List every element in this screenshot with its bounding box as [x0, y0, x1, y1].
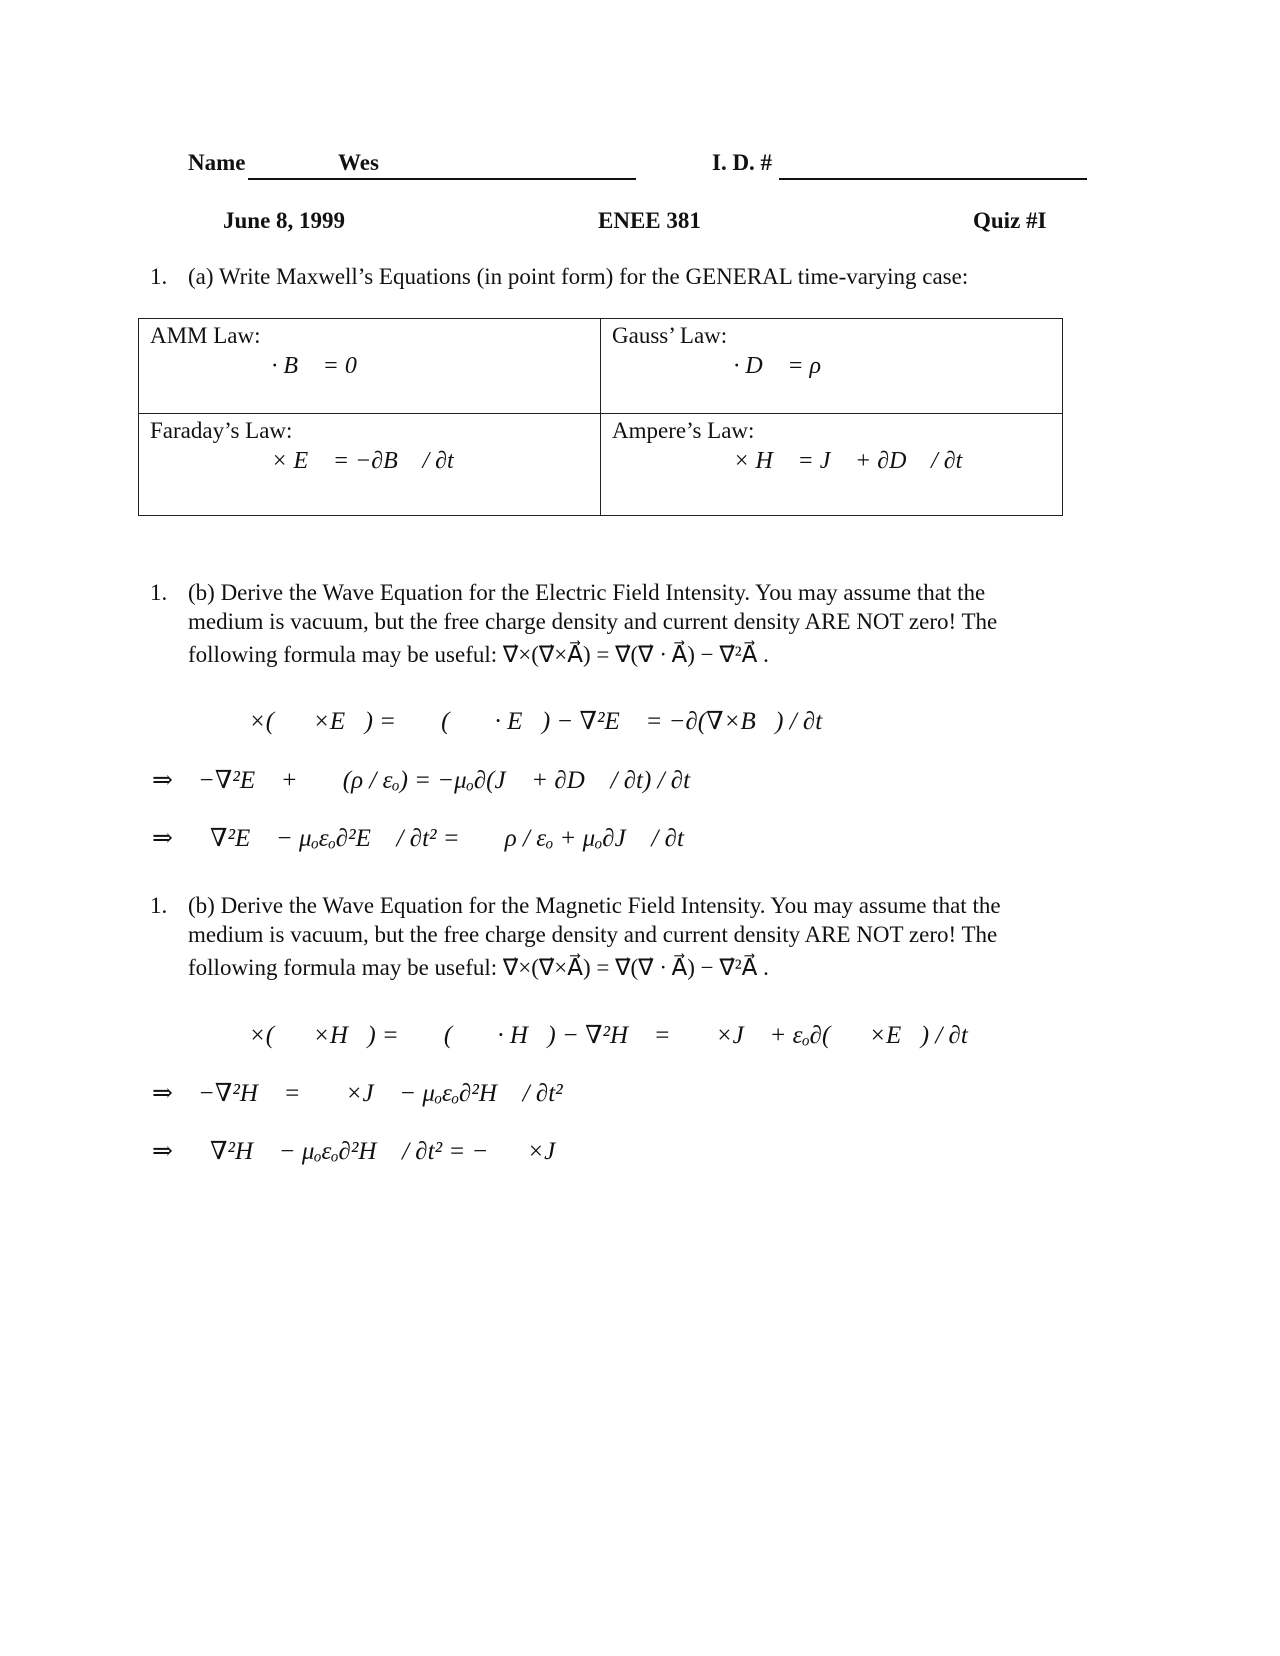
- quiz-date: June 8, 1999: [223, 208, 346, 233]
- name-value: Wes: [338, 150, 379, 175]
- amm-law-equation: ∇⃗ · B⃗ = 0: [228, 353, 357, 379]
- name-label: Name: [188, 150, 246, 175]
- name-field[interactable]: [248, 150, 636, 180]
- magnetic-step-1: ∇⃗×(∇⃗×H⃗) = ∇⃗(∇⃗ · H⃗) − ∇²H⃗ = ∇⃗×J⃗ + εₒ∂(∇⃗×E⃗) / ∂t: [210, 1022, 968, 1049]
- magnetic-implies-arrow-2: ⇒: [152, 1138, 173, 1165]
- electric-step-3: ∇²E⃗ − μₒεₒ∂²E⃗ / ∂t² = ∇⃗ρ / εₒ + μₒ∂J⃗ / ∂t: [210, 825, 684, 852]
- electric-step-1: ∇⃗×(∇⃗×E⃗) = ∇⃗(∇⃗ · E⃗) − ∇²E⃗ = −∂(∇×B⃗) / ∂t: [210, 708, 823, 735]
- q1b-magnetic-line2: medium is vacuum, but the free charge density and current density ARE NOT zero! The: [188, 922, 998, 947]
- q1b-electric-number: 1.: [150, 580, 168, 605]
- id-field[interactable]: [779, 150, 1087, 180]
- maxwell-table: [138, 318, 1063, 516]
- gauss-law-label: Gauss’ Law:: [612, 323, 728, 348]
- q1b-magnetic-line1: (b) Derive the Wave Equation for the Magnetic Field Intensity. You may assume that the: [188, 893, 1001, 918]
- course-code: ENEE 381: [598, 208, 701, 233]
- amm-law-cell: [139, 319, 601, 414]
- electric-implies-arrow-1: ⇒: [152, 767, 173, 794]
- faraday-law-cell: [139, 414, 601, 516]
- q1b-electric-line1: (b) Derive the Wave Equation for the Electric Field Intensity. You may assume that the: [188, 580, 986, 605]
- gauss-law-cell: [601, 319, 1063, 414]
- id-label: I. D. #: [712, 150, 773, 175]
- gauss-law-equation: ∇⃗ · D⃗ = ρ: [690, 353, 822, 379]
- q1b-magnetic-line3: following formula may be useful: ∇⃗×(∇⃗×A⃗) = ∇⃗(∇⃗ · A⃗) − ∇⃗²A⃗ .: [188, 955, 769, 980]
- q1b-electric-line3: following formula may be useful: ∇⃗×(∇⃗×A⃗) = ∇⃗(∇⃗ · A⃗) − ∇⃗²A⃗ .: [188, 642, 769, 667]
- electric-step-2: −∇²E⃗ + ∇⃗(ρ / εₒ) = −μₒ∂(J⃗ + ∂D⃗ / ∂t) / ∂t: [198, 767, 691, 794]
- q1b-magnetic-number: 1.: [150, 893, 168, 918]
- q1a-number: 1.: [150, 264, 168, 289]
- amm-law-label: AMM Law:: [150, 323, 261, 348]
- q1b-electric-line2: medium is vacuum, but the free charge density and current density ARE NOT zero! The: [188, 609, 998, 634]
- quiz-number: Quiz #I: [973, 208, 1047, 233]
- magnetic-step-3: ∇²H⃗ − μₒεₒ∂²H⃗ / ∂t² = −∇⃗×J⃗: [210, 1138, 575, 1165]
- ampere-law-label: Ampere’s Law:: [612, 418, 755, 443]
- ampere-law-cell: [601, 414, 1063, 516]
- magnetic-step-2: −∇²H⃗ = ∇⃗×J⃗ − μₒεₒ∂²H⃗ / ∂t²: [198, 1080, 563, 1107]
- faraday-law-label: Faraday’s Law:: [150, 418, 293, 443]
- q1a-prompt: (a) Write Maxwell’s Equations (in point form) for the GENERAL time-varying case:: [188, 264, 969, 289]
- magnetic-implies-arrow-1: ⇒: [152, 1080, 173, 1107]
- faraday-law-equation: ∇⃗ × E⃗ = −∂B⃗ / ∂t: [228, 448, 454, 474]
- electric-implies-arrow-2: ⇒: [152, 825, 173, 852]
- ampere-law-equation: ∇⃗ × H⃗ = J⃗ + ∂D⃗ / ∂t: [690, 448, 963, 474]
